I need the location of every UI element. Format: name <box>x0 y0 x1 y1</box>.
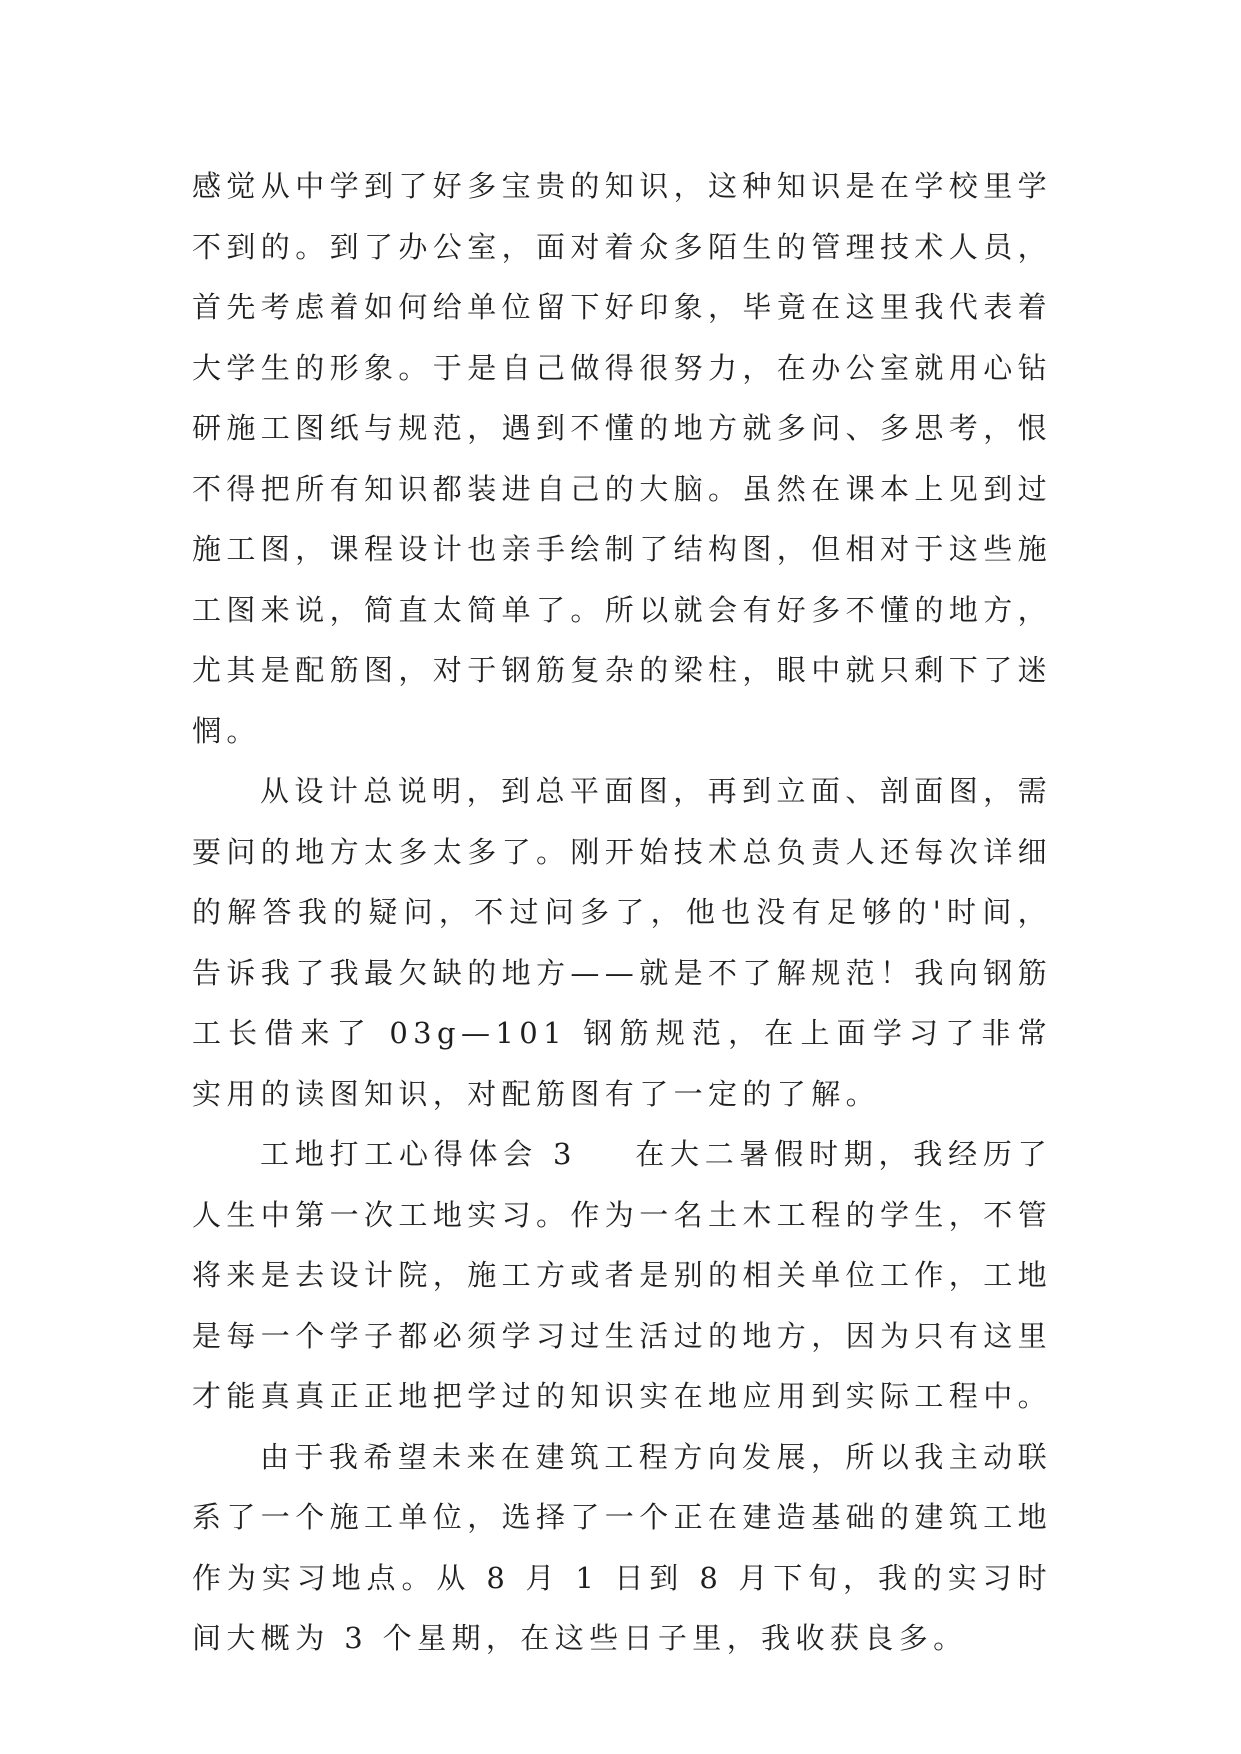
paragraph-continuation: 感觉从中学到了好多宝贵的知识，这种知识是在学校里学不到的。到了办公室，面对着众多陌生的管理技术人员，首先考虑着如何给单位留下好印象，毕竟在这里我代表着大学生的形象。于是自己做得很努力，在办公室就用心钻研施工图纸与规范，遇到不懂的地方就多问、多思考，恨不得把所有知识都装进自己的大脑。虽然在课本上见到过施工图，课程设计也亲手绘制了结构图，但相对于这些施工图来说，简直太简单了。所以就会有好多不懂的地方，尤其是配筋图，对于钢筋复杂的梁柱，眼中就只剩下了迷惘。 <box>192 169 1053 748</box>
paragraph-design-notes: 从设计总说明，到总平面图，再到立面、剖面图，需要问的地方太多太多了。刚开始技术总负责人还每次详细的解答我的疑问，不过问多了，他也没有足够的'时间，告诉我了我最欠缺的地方——就是不了解规范！我向钢筋工长借来了 03g—101 钢筋规范，在上面学习了非常实用的读图知识，对配筋图有了一定的了解。 <box>192 774 1053 1111</box>
document-body <box>192 156 1052 1669</box>
section-heading: 工地打工心得体会 3 <box>260 1137 577 1171</box>
paragraph-section-3 <box>192 1124 1052 1427</box>
section-3-text: 在大二暑假时期，我经历了人生中第一次工地实习。作为一名土木工程的学生，不管将来是去设计院，施工方或者是别的相关单位工作，工地是每一个学子都必须学习过生活过的地方，因为只有这里才能真真正正地把学过的知识实在地应用到实际工程中。 <box>192 1137 1053 1413</box>
paragraph-internship-plan: 由于我希望未来在建筑工程方向发展，所以我主动联系了一个施工单位，选择了一个正在建造基础的建筑工地作为实习地点。从 8 月 1 日到 8 月下旬，我的实习时间大概为 3 个星期，在这些日子里，我收获良多。 <box>192 1439 1053 1655</box>
